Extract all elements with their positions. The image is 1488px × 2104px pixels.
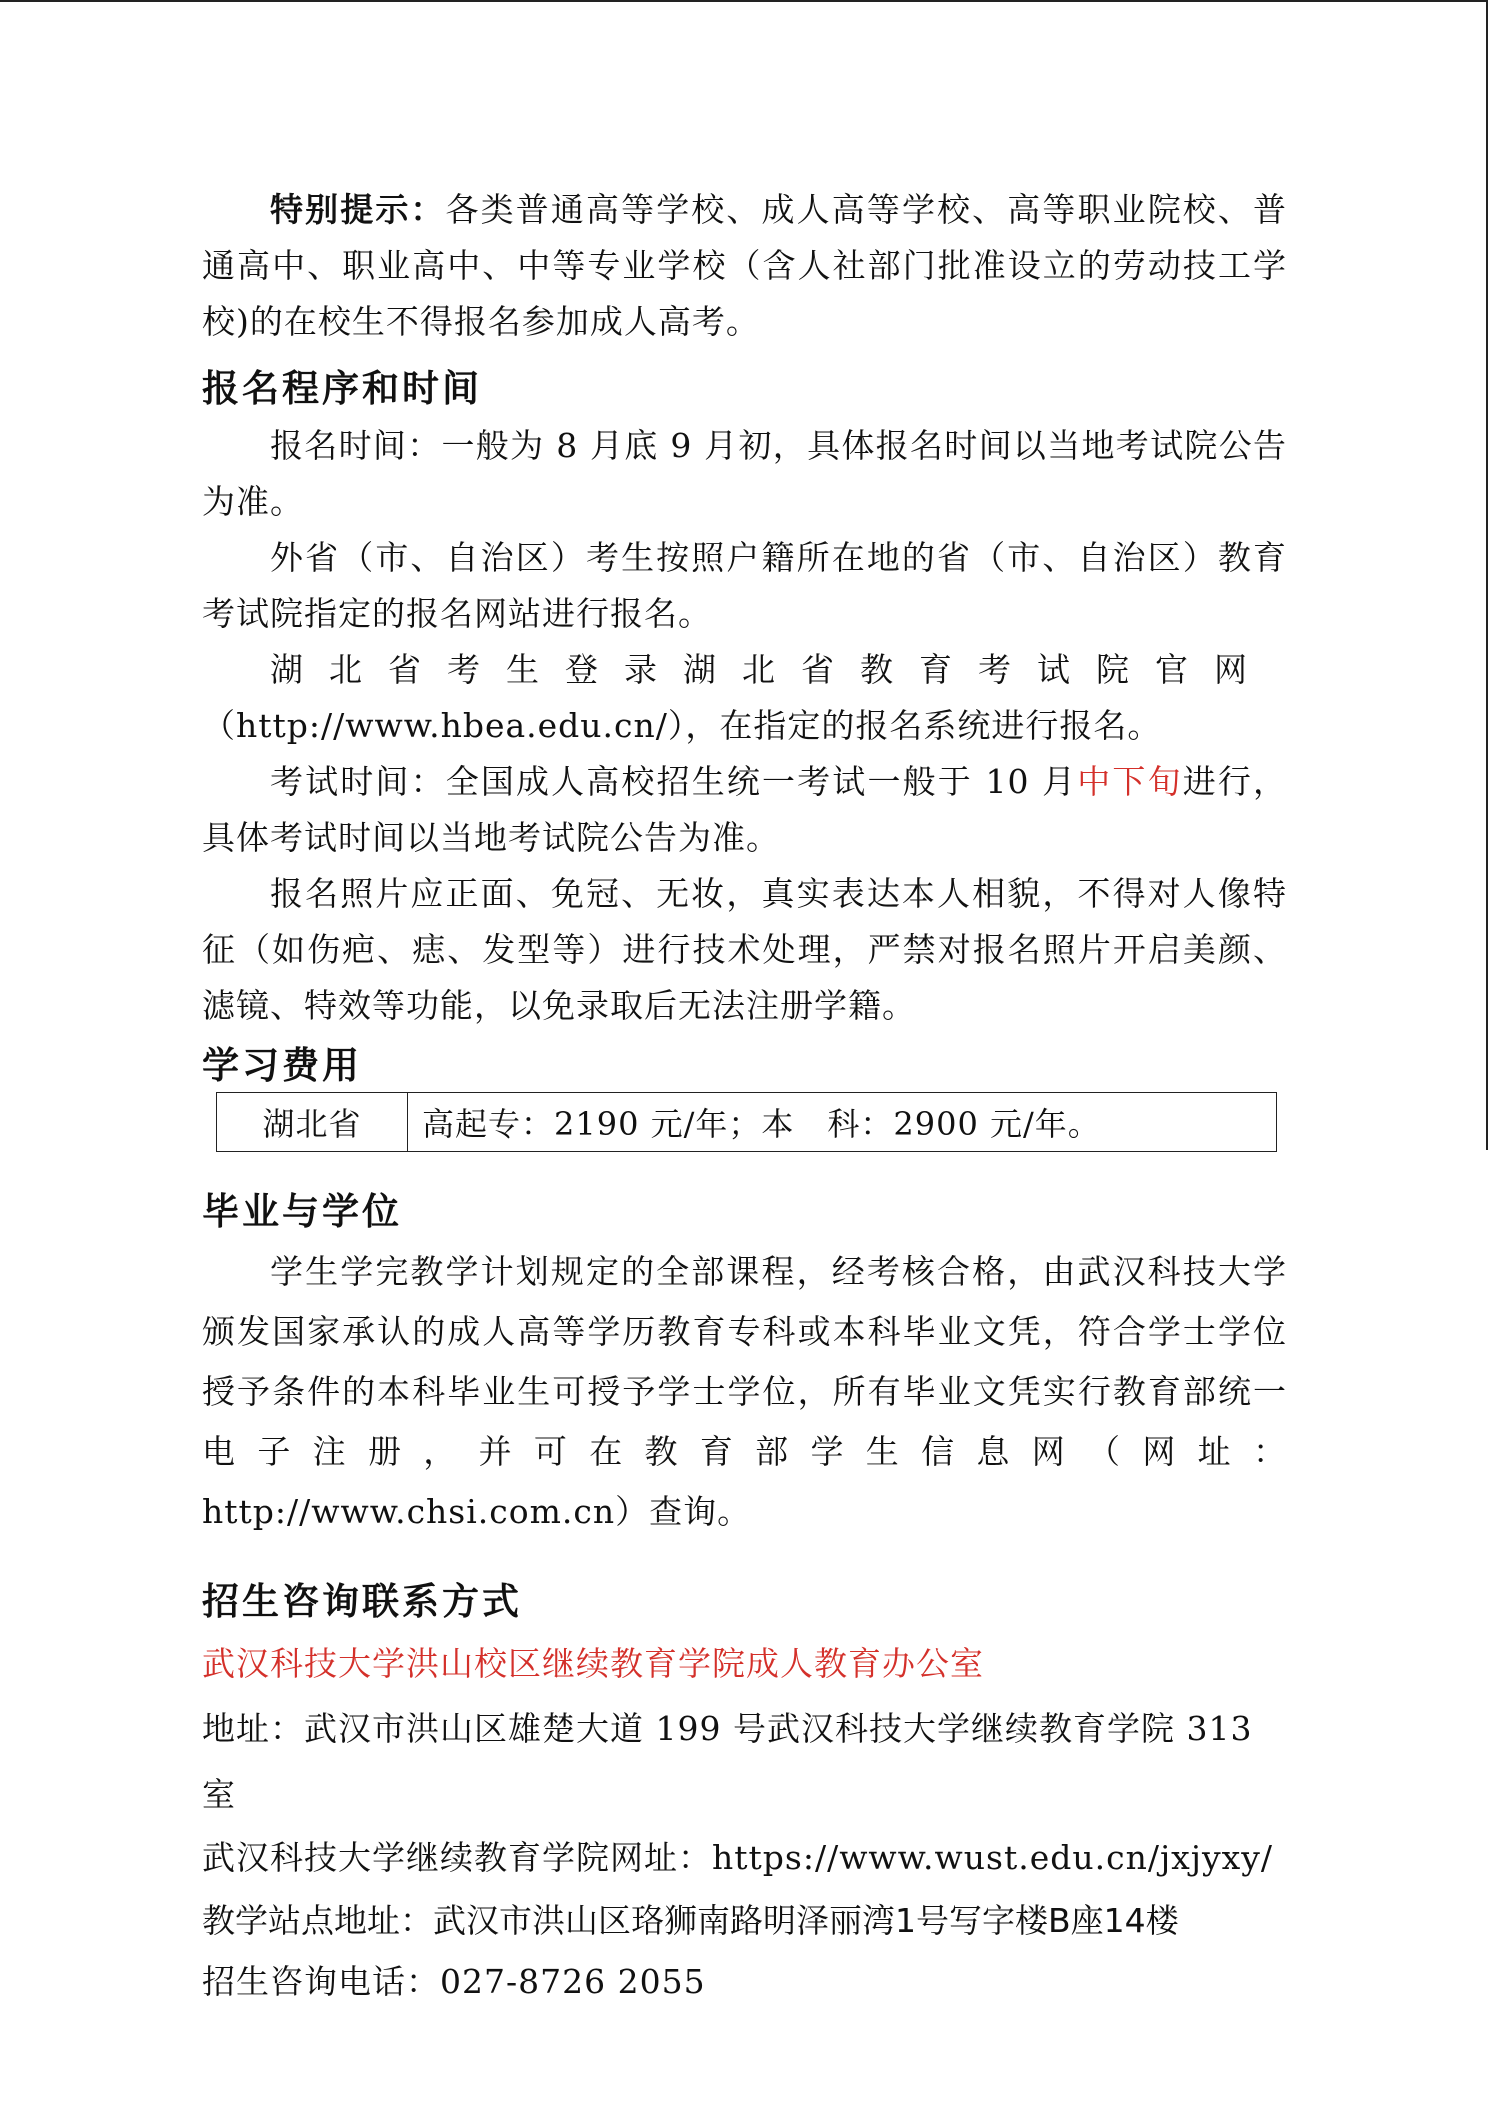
exam-time-paragraph (202, 754, 1287, 866)
photo-requirements-paragraph: 报名照片应正面、免冠、无妆，真实表达本人相貌，不得对人像特征（如伤疤、痣、发型等）进行技术处理，严禁对报名照片开启美颜、滤镜、特效等功能，以免录取后无法注册学籍。 (202, 874, 1287, 1025)
fees-table (216, 1092, 1277, 1152)
table-row (217, 1093, 1277, 1152)
contact-website: 武汉科技大学继续教育学院网址：https://www.wust.edu.cn/jxjyxy/ (202, 1838, 1274, 1877)
contact-heading: 招生咨询联系方式 (202, 1580, 522, 1623)
special-notice (202, 182, 1287, 350)
registration-time-paragraph: 报名时间：一般为 8 月底 9 月初，具体报名时间以当地考试院公告为准。 (202, 426, 1287, 521)
exam-time-after: 进行，具体考试时间以当地考试院公告为准。 (202, 762, 1288, 857)
document-page (202, 182, 1287, 2010)
graduation-paragraph: 学生学完教学计划规定的全部课程，经考核合格，由武汉科技大学颁发国家承认的成人高等学历教育专科或本科毕业文凭，符合学士学位授予条件的本科毕业生可授予学士学位，所有毕业文凭实行教育部统一电子注册，并可在教育部学生信息网（网址：http://www.chsi.com.cn）查询。 (202, 1252, 1287, 1531)
registration-heading: 报名程序和时间 (202, 367, 482, 410)
contact-phone: 招生咨询电话：027-8726 2055 (202, 1962, 706, 2001)
exam-time-highlight: 中下旬 (1077, 762, 1183, 801)
hubei-login-line: 湖北省考生登录湖北省教育考试院官网 (270, 650, 1273, 689)
graduation-heading: 毕业与学位 (202, 1190, 402, 1233)
fees-province-cell: 湖北省 (217, 1093, 408, 1152)
notice-lead: 特别提示： (270, 190, 446, 229)
hubei-login-url-line: （http://www.hbea.edu.cn/），在指定的报名系统进行报名。 (202, 706, 1162, 745)
contact-site-address: 教学站点地址：武汉市洪山区珞狮南路明泽丽湾1号写字楼B座14楼 (202, 1901, 1179, 1940)
notice-text: 各类普通高等学校、成人高等学校、高等职业院校、普通高中、职业高中、中等专业学校（含人社部门批准设立的劳动技工学校)的在校生不得报名参加成人高考。 (202, 190, 1288, 341)
exam-time-before: 考试时间：全国成人高校招生统一考试一般于 10 月 (270, 762, 1078, 801)
fees-detail-cell: 高起专：2190 元/年；本 科：2900 元/年。 (408, 1093, 1277, 1152)
out-of-province-paragraph: 外省（市、自治区）考生按照户籍所在地的省（市、自治区）教育考试院指定的报名网站进行报名。 (202, 538, 1287, 633)
fees-heading: 学习费用 (202, 1044, 362, 1087)
contact-office: 武汉科技大学洪山校区继续教育学院成人教育办公室 (202, 1644, 984, 1683)
contact-address: 地址：武汉市洪山区雄楚大道 199 号武汉科技大学继续教育学院 313 室 (202, 1709, 1253, 1814)
page-top-border (0, 0, 1488, 2)
